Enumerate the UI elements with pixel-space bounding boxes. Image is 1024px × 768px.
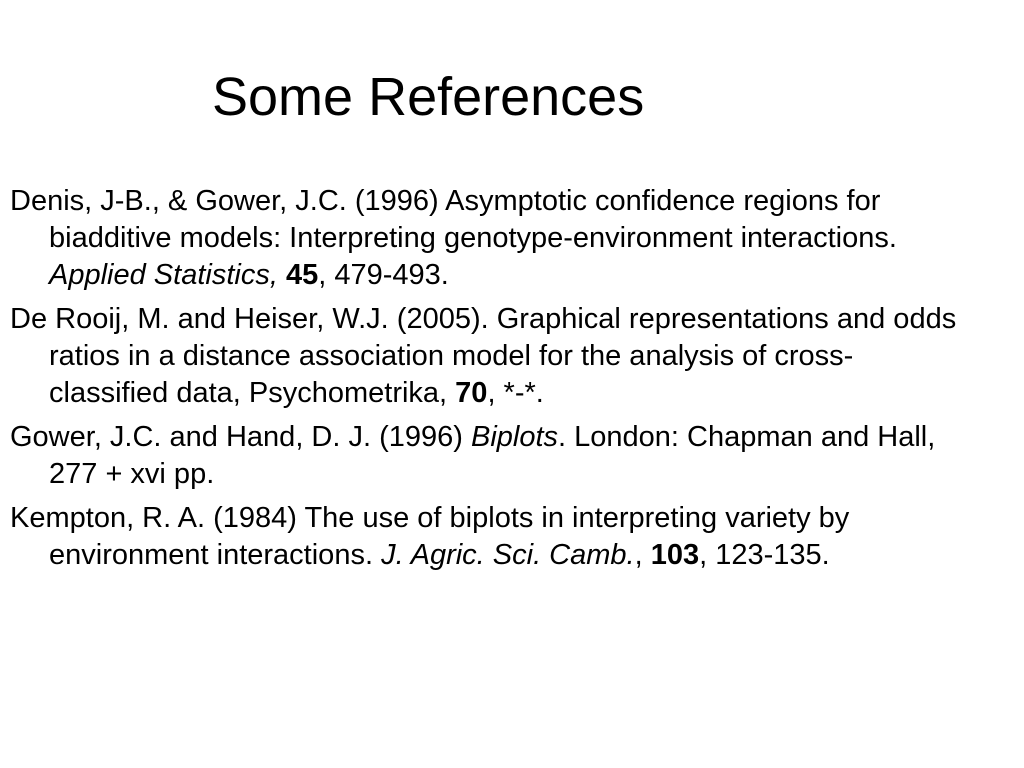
reference-text: Kempton, R. A. (1984) The use of biplots in interpreting variety by environment interactions. [10,502,850,571]
reference-journal: Biplots [470,421,559,453]
reference-text: Gower, J.C. and Hand, D. J. (1996) [10,421,471,453]
reference-journal: Applied Statistics, [49,259,278,291]
reference-volume: 103 [650,539,700,571]
reference-pages: , 123-135. [699,539,830,571]
reference-item-de-rooij-heiser [10,301,970,412]
reference-volume: 45 [285,259,319,291]
reference-volume: 70 [455,377,488,409]
reference-text: De Rooij, M. and Heiser, W.J. (2005). Graphical representations and odds ratios in a distance association model for the analysis of cross-classified data, Psychometrika, [10,303,957,409]
reference-pages: , 479-493. [318,259,449,291]
reference-item-kempton [10,500,970,574]
slide-title: Some References [212,67,645,127]
reference-text: Denis, J-B., & Gower, J.C. (1996) Asymptotic confidence regions for biadditive models: Interpreting genotype-environment interactions. [10,185,897,254]
reference-journal: J. Agric. Sci. Camb. [381,539,635,571]
reference-text-mid: . London: Chapman and Hall, 277 + xvi pp. [49,421,936,490]
reference-pages: , *-*. [487,377,544,409]
reference-text-mid [278,259,286,291]
reference-item-denis-gower [10,183,970,294]
reference-text-mid: , [634,539,651,571]
reference-item-gower-hand [10,419,970,493]
reference-list [10,183,970,581]
